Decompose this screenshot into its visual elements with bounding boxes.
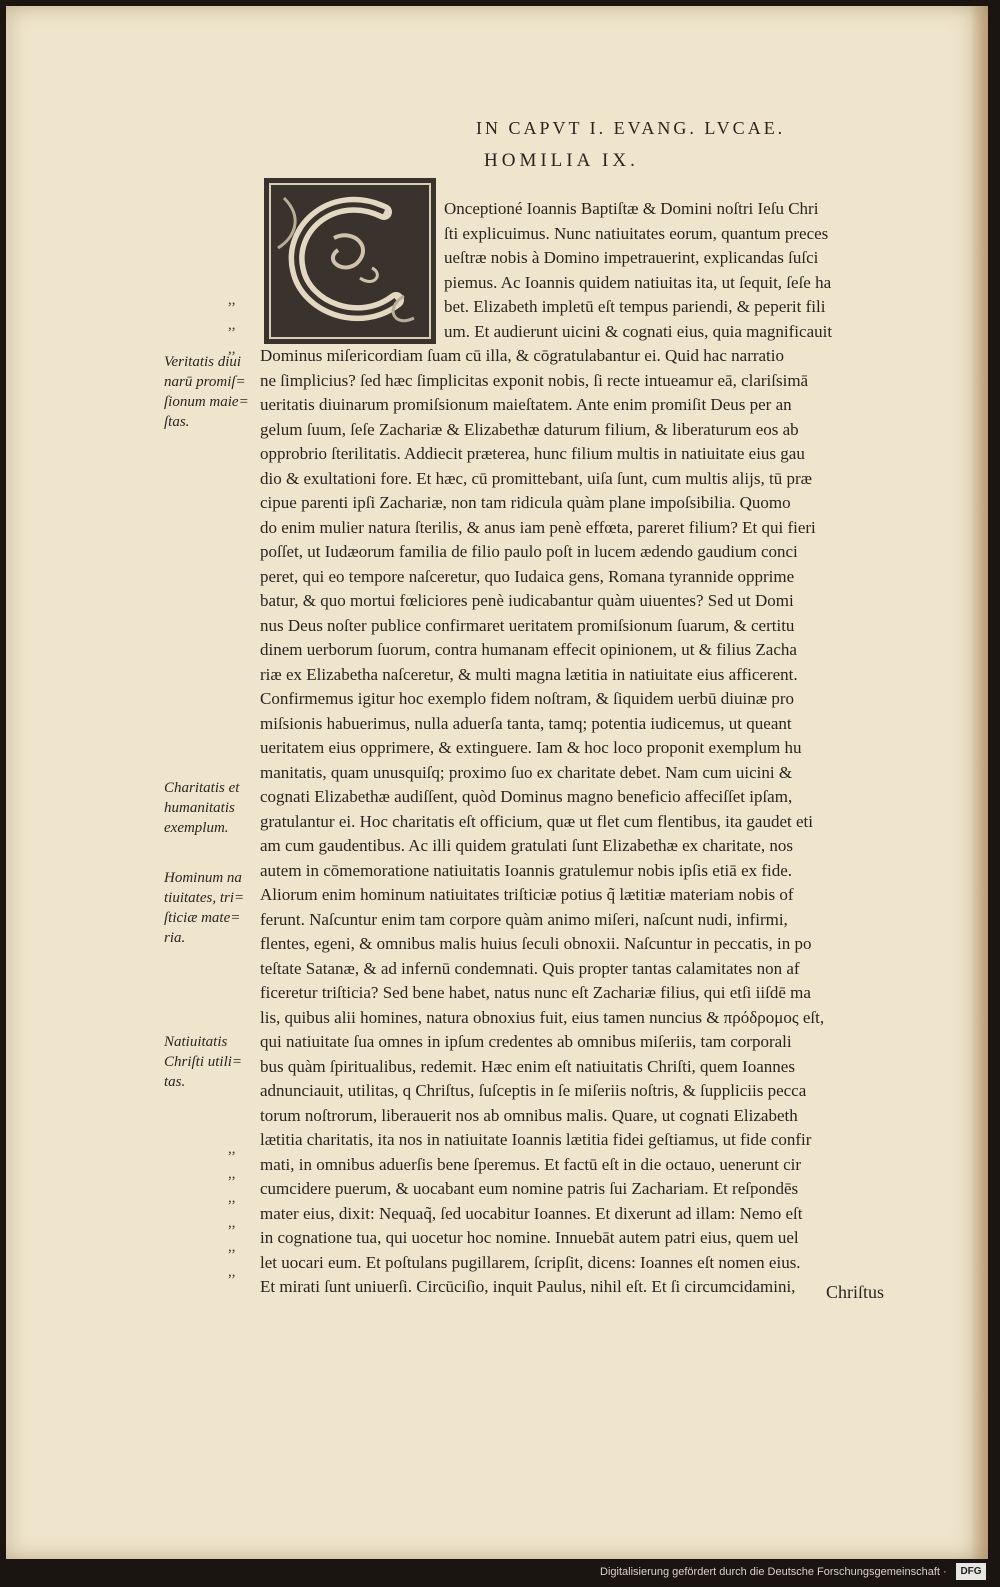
text-line: cognati Elizabethæ audiſſent, quòd Dominus magno beneficio affeciſſet ipſam, — [260, 787, 793, 806]
note-line: ſtas. — [164, 414, 190, 430]
text-line: batur, & quo mortui fœliciores penè iudicabantur quàm uiuentes? Sed ut Domi — [260, 591, 794, 610]
text-line: am cum gaudentibus. Ac illi quidem gratulati ſunt Elizabethæ ex charitate, nos — [260, 836, 794, 855]
text-line: cipue parenti ipſi Zachariæ, non tam ridicula quàm plane impoſsibilia. Quomo — [260, 493, 791, 512]
text-line: bet. Elizabeth impletū eſt tempus pariendi, & peperit fili — [444, 297, 826, 316]
text-line: ueſtræ nobis à Domino impetrauerint, explicandas ſuſci — [444, 248, 819, 267]
text-line: cumcidere puerum, & uocabant eum nomine patris ſui Zachariam. Et reſpondēs — [260, 1179, 799, 1198]
margin-note — [164, 778, 256, 838]
text-line: manitatis, quam unusquiſq; proximo ſuo ex charitate debet. Nam cum uicini & — [260, 762, 793, 782]
text-line: poſſet, ut Iudæorum familia de filio paulo poſt in lucem ædendo gaudium conci — [260, 542, 798, 561]
text-line: lætitia charitatis, ita nos in natiuitate Ioannis lætitia fidei geſtiamus, ut fide confir — [260, 1130, 812, 1149]
text-line: gratulantur ei. Hoc charitatis eſt officium, quæ ut flet cum flentibus, ita gaudet eti — [260, 811, 813, 831]
note-line: exemplum. — [164, 820, 229, 836]
text-line: peret, qui eo tempore naſceretur, quo Iudaica gens, Romana tyrannide opprime — [260, 566, 795, 586]
text-line: nus Deus noſter publice confirmaret ueritatem promiſsionum ſuarum, & certitu — [260, 615, 795, 635]
margin-note — [164, 352, 256, 432]
quotation-marks-upper — [228, 288, 236, 362]
text-line: lis, quibus alii homines, natura obnoxius fuit, eius tamen nuncius & πρόδρομος eſt, — [260, 1007, 825, 1027]
text-line: qui natiuitate ſua omnes in ipſum credentes ab omnibus miſeriis, tam corporali — [260, 1032, 792, 1051]
text-line: ueritatis diuinarum promiſsionum maieſtatem. Ante enim promiſit Deus per an — [260, 395, 792, 414]
text-line: ne ſimplicius? ſed hæc ſimplicitas exponit nobis, ſi recte intueamur eā, clariſsimā — [260, 370, 809, 390]
text-line: ferunt. Naſcuntur enim tam corpore quàm animo miſeri, naſcunt nudi, infirmi, — [260, 909, 788, 929]
quote-mark: ,, — [228, 1141, 236, 1157]
note-line: ſionum maie= — [164, 394, 249, 410]
quote-mark: ,, — [228, 1239, 236, 1255]
catchword: Chriſtus — [826, 1282, 885, 1302]
running-title: IN CAPVT I. EVANG. LVCAE. — [476, 118, 786, 138]
homily-body-text — [260, 197, 910, 1300]
text-line: opprobrio ſterilitatis. Addiecit præterea, hunc filium multis in natiuitate eius gau — [260, 444, 805, 463]
note-line: Veritatis diui — [164, 354, 242, 370]
text-line: dinem uerborum ſuorum, contra humanam effecit opinionem, ut & filius Zacha — [260, 640, 797, 659]
note-line: tiuitates, tri= — [164, 890, 245, 906]
text-line: adnunciauit, utilitas, q Chriſtus, ſuſceptis in ſe miſeriis noſtris, & ſuppliciis pecca — [260, 1081, 807, 1100]
text-line: autem in cōmemoratione natiuitatis Ioannis gratulemur nobis ipſis etiā ex fide. — [260, 860, 793, 880]
quote-mark: ,, — [228, 1165, 236, 1182]
quote-mark: ,, — [228, 341, 236, 357]
note-line: narū promiſ= — [164, 374, 246, 390]
note-line: ſticiæ mate= — [164, 910, 241, 926]
text-line: flentes, egeni, & omnibus malis huius ſeculi obnoxii. Naſcuntur in peccatis, in po — [260, 934, 812, 953]
text-line: ueritatem eius opprimere, & extinguere. Iam & hoc loco proponit exemplum hu — [260, 738, 802, 757]
text-line: mati, in omnibus aduerſis bene ſperemus. Et factū eſt in die octauo, uenerunt cir — [260, 1154, 802, 1174]
quote-mark: ,, — [228, 1214, 236, 1231]
dfg-logo-badge: DFG — [956, 1563, 986, 1580]
text-line: miſsionis habuerimus, nulla aduerſa tanta, tamq; potentia iudicemus, ut queant — [260, 713, 792, 733]
text-line: ſti explicuimus. Nunc natiuitates eorum, quantum preces — [444, 223, 829, 243]
text-line: let uocari eum. Et poſtulans pugillarem, ſcripſit, dicens: Ioannes eſt nomen eius. — [260, 1252, 801, 1272]
quote-mark: ,, — [228, 292, 236, 308]
book-page — [6, 6, 988, 1559]
quote-mark: ,, — [228, 1190, 236, 1206]
text-line: do enim mulier natura ſterilis, & anus iam penè effœta, pareret filium? Et qui fieri — [260, 517, 816, 537]
quote-mark: ,, — [228, 1263, 236, 1280]
note-line: tas. — [164, 1074, 186, 1090]
text-line: gelum ſuum, ſeſe Zachariæ & Elizabethæ daturum filium, & liberaturum eos ab — [260, 419, 799, 439]
note-line: Natiuitatis — [164, 1034, 228, 1050]
funding-notice: Digitalisierung gefördert durch die Deutsche Forschungsgemeinschaft · — [600, 1566, 947, 1578]
text-line: ficeretur triſticia? Sed bene habet, natus nunc eſt Zachariæ filius, qui etſi iiſdē ma — [260, 983, 811, 1002]
text-line: mater eius, dixit: Nequaq̃, ſed uocabitur Ioannes. Et dixerunt ad illam: Nemo eſt — [260, 1203, 803, 1223]
text-line: um. Et audierunt uicini & cognati eius, quia magnificauit — [444, 321, 833, 341]
note-line: Hominum na — [164, 870, 242, 886]
quotation-marks-lower — [228, 1137, 236, 1284]
page-edge-shadow — [970, 6, 988, 1559]
margin-note — [164, 868, 256, 948]
text-line: Confirmemus igitur hoc exemplo fidem noſtram, & ſiquidem uerbū diuinæ pro — [260, 689, 794, 708]
text-line: dio & exultationi fore. Et hæc, cū promittebant, uiſa ſunt, cum multis alijs, tū præ — [260, 468, 812, 488]
note-line: humanitatis — [164, 800, 235, 816]
margin-note — [164, 1032, 256, 1092]
text-line: piemus. Ac Ioannis quidem natiuitas ita, ut ſequit, ſeſe ha — [444, 272, 832, 292]
text-line: teſtate Satanæ, & ad infernū condemnati. Quis propter tantas calamitates non af — [260, 958, 800, 978]
text-line: Et mirati ſunt uniuerſi. Circūciſio, inquit Paulus, nihil eſt. Et ſi circumcidamini, — [260, 1277, 796, 1296]
homily-title: HOMILIA IX. — [484, 150, 639, 171]
text-line: torum noſtrorum, liberauerit nos ab omnibus malis. Quare, ut cognati Elizabeth — [260, 1105, 798, 1125]
text-line: riæ ex Elizabetha naſceretur, & multi magna lætitia in natiuitate eius afficerent. — [260, 664, 798, 684]
text-line: Dominus miſericordiam ſuam cū illa, & cōgratulabantur ei. Quid hac narratio — [260, 346, 785, 365]
text-line: Aliorum enim hominum natiuitates triſticiæ potius q̃ lætitiæ materiam nobis of — [260, 885, 794, 904]
text-line: in cognatione tua, qui uocetur hoc nomine. Innuebāt autem patri eius, quem uel — [260, 1228, 799, 1247]
note-line: ria. — [164, 930, 186, 946]
note-line: Chriſti utili= — [164, 1054, 243, 1070]
quote-mark: ,, — [228, 316, 236, 333]
text-line: bus quàm ſpiritualibus, redemit. Hæc enim eſt natiuitatis Chriſti, quem Ioannes — [260, 1056, 795, 1076]
note-line: Charitatis et — [164, 780, 240, 796]
text-line: Onceptioné Ioannis Baptiſtæ & Domini noſtri Ieſu Chri — [444, 199, 819, 218]
